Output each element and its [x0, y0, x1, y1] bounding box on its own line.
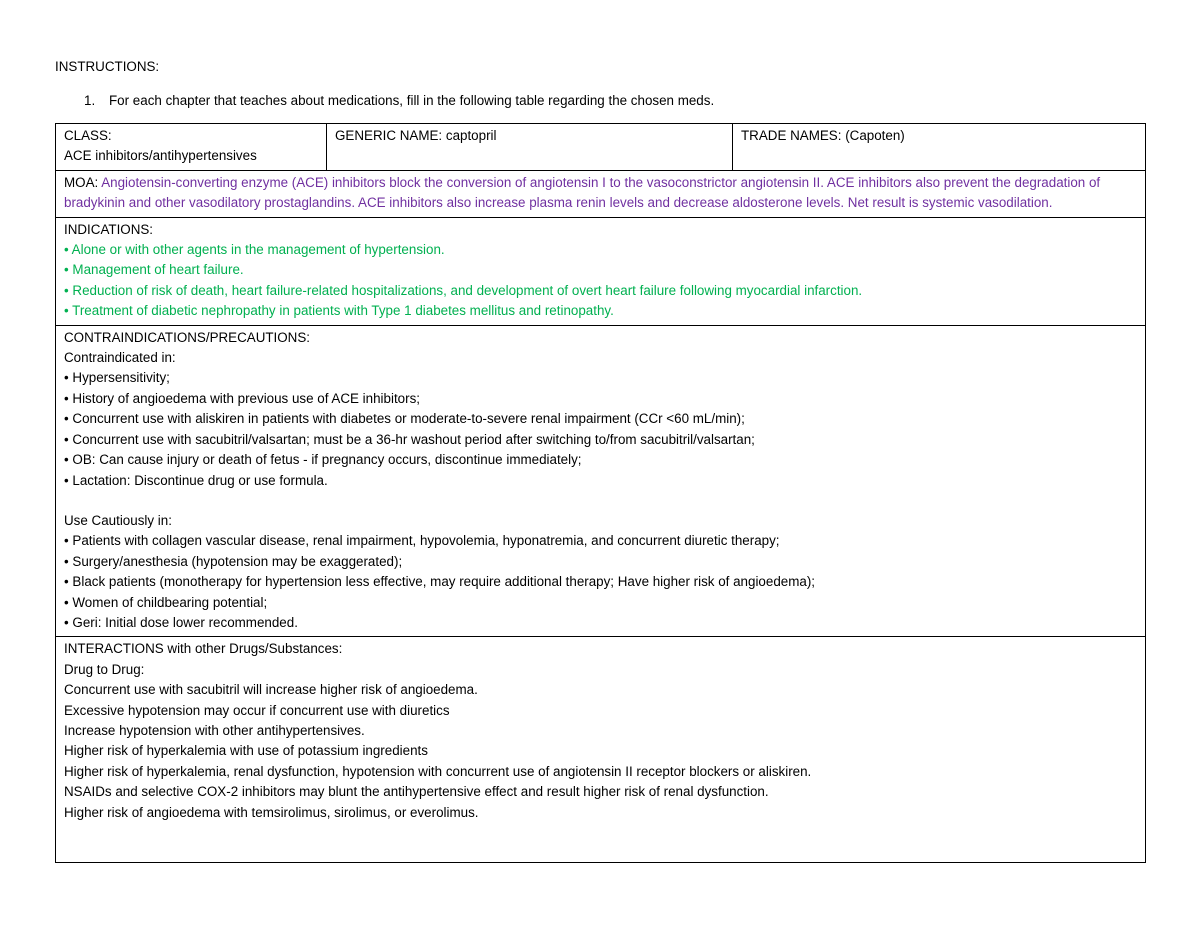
contraindications-cell: [56, 325, 1146, 637]
moa-text: Angiotensin-converting enzyme (ACE) inhibitors block the conversion of angiotensin I to the vasoconstrictor angiotensin II. ACE inhibitors also prevent the degradation of bradykinin and other vasodilatory prostaglandins. ACE inhibitors also increase plasma renin levels and decrease aldosterone levels. Net result is systemic vasodilation.: [64, 174, 1101, 211]
interaction-item: Excessive hypotension may occur if concurrent use with diuretics: [64, 702, 450, 718]
class-label: CLASS:: [64, 128, 112, 143]
indications-cell: [56, 217, 1146, 325]
contraindicated-item: • Hypersensitivity;: [64, 370, 170, 386]
contraindicated-heading: Contraindicated in:: [64, 350, 176, 366]
contraindications-label: CONTRAINDICATIONS/PRECAUTIONS:: [64, 329, 311, 345]
contraindicated-item: • History of angioedema with previous use of ACE inhibitors;: [64, 390, 420, 406]
moa-row: [56, 170, 1146, 217]
generic-name-value: captopril: [445, 128, 497, 143]
header-row: [56, 124, 1146, 171]
trade-names-value: (Capoten): [845, 128, 905, 143]
indication-item: • Treatment of diabetic nephropathy in patients with Type 1 diabetes mellitus and retinopathy.: [64, 303, 614, 319]
contraindicated-item: • OB: Can cause injury or death of fetus - if pregnancy occurs, discontinue immediately;: [64, 452, 582, 468]
indication-item: • Reduction of risk of death, heart failure-related hospitalizations, and development of overt heart failure following myocardial infarction.: [64, 282, 863, 298]
moa-label: MOA:: [64, 174, 99, 190]
caution-item: • Black patients (monotherapy for hypertension less effective, may require additional therapy; Have higher risk of angioedema);: [64, 574, 815, 590]
interaction-item: Higher risk of angioedema with temsirolimus, sirolimus, or everolimus.: [64, 804, 479, 820]
interaction-item: Higher risk of hyperkalemia, renal dysfunction, hypotension with concurrent use of angiotensin II receptor blockers or aliskiren.: [64, 763, 812, 779]
trade-names-label: TRADE NAMES:: [741, 128, 842, 143]
generic-name-label: GENERIC NAME:: [335, 128, 443, 143]
medication-table: [55, 123, 1146, 863]
instruction-number: 1.: [84, 93, 96, 108]
trade-names-cell: [733, 124, 1146, 171]
instructions-heading: INSTRUCTIONS:: [55, 59, 160, 74]
interactions-label: INTERACTIONS with other Drugs/Substances:: [64, 641, 343, 657]
indications-label: INDICATIONS:: [64, 221, 154, 237]
indications-row: [56, 217, 1146, 325]
instruction-item: [84, 91, 714, 111]
contraindications-row: [56, 325, 1146, 637]
instruction-text: For each chapter that teaches about medications, fill in the following table regarding the chosen meds.: [109, 93, 715, 108]
caution-item: • Patients with collagen vascular disease, renal impairment, hypovolemia, hyponatremia, and concurrent diuretic therapy;: [64, 533, 780, 549]
class-value: ACE inhibitors/antihypertensives: [64, 148, 257, 164]
contraindicated-item: • Lactation: Discontinue drug or use formula.: [64, 472, 328, 488]
drug-to-drug-heading: Drug to Drug:: [64, 661, 145, 677]
generic-name-cell: [327, 124, 733, 171]
indication-item: • Management of heart failure.: [64, 262, 244, 278]
contraindicated-item: • Concurrent use with sacubitril/valsartan; must be a 36-hr washout period after switching to/from sacubitril/valsartan;: [64, 431, 755, 447]
caution-item: • Women of childbearing potential;: [64, 594, 268, 610]
contraindicated-item: • Concurrent use with aliskiren in patients with diabetes or moderate-to-severe renal impairment (CCr <60 mL/min);: [64, 411, 745, 427]
interaction-item: Increase hypotension with other antihypertensives.: [64, 722, 365, 738]
caution-item: • Geri: Initial dose lower recommended.: [64, 614, 298, 630]
interaction-item: Concurrent use with sacubitril will increase higher risk of angioedema.: [64, 682, 478, 698]
interaction-item: Higher risk of hyperkalemia with use of potassium ingredients: [64, 743, 428, 759]
class-cell: [56, 124, 327, 171]
moa-cell: [56, 170, 1146, 217]
interactions-cell: [56, 637, 1146, 863]
interactions-row: [56, 637, 1146, 863]
indication-item: • Alone or with other agents in the management of hypertension.: [64, 242, 445, 258]
caution-heading: Use Cautiously in:: [64, 512, 172, 528]
caution-item: • Surgery/anesthesia (hypotension may be exaggerated);: [64, 553, 403, 569]
interaction-item: NSAIDs and selective COX-2 inhibitors may blunt the antihypertensive effect and result higher risk of renal dysfunction.: [64, 784, 769, 800]
blank-line: [64, 491, 1137, 511]
